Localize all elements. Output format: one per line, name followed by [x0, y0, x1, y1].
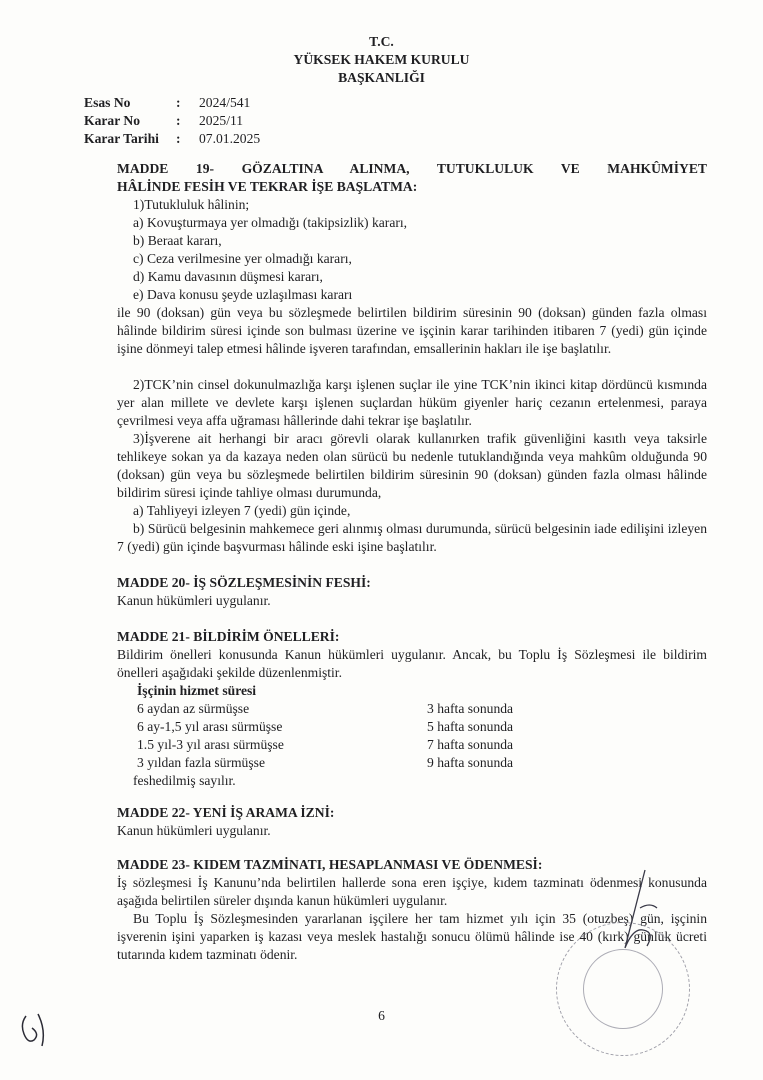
- article-19: [117, 160, 707, 304]
- table-cell-service: 3 yıldan fazla sürmüşse: [137, 755, 265, 770]
- article-19-item-a: a) Tahliyeyi izleyen 7 (yedi) gün içinde,: [133, 503, 351, 518]
- meta-label: Karar No: [84, 113, 141, 128]
- meta-row-esas: [84, 94, 260, 112]
- table-cell-service: 6 aydan az sürmüşse: [137, 701, 250, 716]
- article-21: [117, 628, 707, 790]
- meta-value: 2024/541: [199, 95, 251, 110]
- article-22-title: MADDE 22- YENİ İŞ ARAMA İZNİ:: [117, 805, 335, 820]
- table-row: [137, 700, 707, 718]
- article-19-paragraph-2: 2)TCK’nin cinsel dokunulmazlığa karşı işlenen suçlar ile yine TCK’nin ikinci kitap dördüncü kısmında yer alan millete ve devlete karşı işlenen suçlardan hüküm giyenler hariç cezanın ertelenmesi, paraya çevrilmesi veya affa uğraması hâllerinde dahi tekrar işe başlatılır.: [117, 377, 707, 428]
- notice-period-table: [133, 682, 707, 790]
- article-19-paragraph-1: ile 90 (doksan) gün veya bu sözleşmede belirtilen bildirim süresinin 90 (doksan) günden fazla olması hâlinde bildirim süresi içinde son bulması üzerine ve işçinin karar tarihinden itibaren 7 (yedi) gün içinde işine dönmeyi talep etmesi hâlinde işveren tarafından, emsallerinin hakları ile işe başlatılır.: [117, 305, 707, 356]
- table-cell-notice: 5 hafta sonunda: [427, 719, 514, 734]
- article-21-body: Bildirim önelleri konusunda Kanun hükümleri uygulanır. Ancak, bu Toplu İş Sözleşmesi ile bildirim önelleri aşağıdaki şekilde düzenlenmiştir.: [117, 647, 707, 680]
- article-19-item-b: b) Sürücü belgesinin mahkemece geri alınmış olması durumunda, sürücü belgesinin iade edilişini izleyen 7 (yedi) gün içinde başvurması hâlinde eski işine başlatılır.: [117, 521, 707, 554]
- meta-label: Esas No: [84, 95, 131, 110]
- table-row: [137, 736, 707, 754]
- article-23-paragraph-1: İş sözleşmesi İş Kanunu’nda belirtilen hallerde sona eren işçiye, kıdem tazminatı ödenmesi konusunda aşağıda belirtilen süreler dışında kanun hükümleri uygulanır.: [117, 875, 707, 908]
- list-item: e) Dava konusu şeyde uzlaşılması kararı: [133, 287, 353, 302]
- header-line-institution: YÜKSEK HAKEM KURULU: [293, 52, 470, 67]
- header-line-tc: T.C.: [369, 34, 394, 49]
- article-22: [117, 804, 707, 840]
- article-20-body: Kanun hükümleri uygulanır.: [117, 593, 271, 608]
- article-22-body: Kanun hükümleri uygulanır.: [117, 823, 271, 838]
- table-cell-notice: 9 hafta sonunda: [427, 755, 514, 770]
- meta-value: 2025/11: [199, 113, 244, 128]
- meta-row-karar: [84, 112, 260, 130]
- table-cell-notice: 7 hafta sonunda: [427, 737, 514, 752]
- article-19-paragraph-3: 3)İşverene ait herhangi bir aracı görevli olarak kullanırken trafik güvenliğini kasıtlı veya taksirle tehlikeye sokan ya da kazaya neden olan sürücü bu nedenle tutuklandığında veya mahkûm olduğunda 90 (doksan) gün veya bu sözleşmede belirtilen bildirim süresinin 90 (doksan) günden fazla olması hâlinde bildirim süresi içinde tahliye olması durumunda,: [117, 431, 707, 500]
- article-20-title: MADDE 20- İŞ SÖZLEŞMESİNİN FESHİ:: [117, 575, 371, 590]
- meta-row-tarih: [84, 130, 260, 148]
- article-20: [117, 574, 707, 610]
- table-footer: feshedilmiş sayılır.: [133, 773, 236, 788]
- table-cell-notice: 3 hafta sonunda: [427, 701, 514, 716]
- article-19-intro: 1)Tutukluluk hâlinin;: [133, 197, 250, 212]
- document-header: [0, 33, 763, 87]
- list-item: c) Ceza verilmesine yer olmadığı kararı,: [133, 251, 352, 266]
- header-line-presidency: BAŞKANLIĞI: [338, 70, 425, 85]
- table-cell-service: 1.5 yıl-3 yıl arası sürmüşse: [137, 737, 284, 752]
- signature-mark: [585, 868, 675, 978]
- meta-colon: :: [176, 95, 181, 110]
- list-item: a) Kovuşturmaya yer olmadığı (takipsizlik) kararı,: [133, 215, 408, 230]
- article-23-title: MADDE 23- KIDEM TAZMİNATI, HESAPLANMASI VE ÖDENMESİ:: [117, 857, 543, 872]
- meta-value: 07.01.2025: [199, 131, 261, 146]
- meta-label: Karar Tarihi: [84, 131, 159, 146]
- list-item: b) Beraat kararı,: [133, 233, 222, 248]
- article-19-title-cont: HÂLİNDE FESİH VE TEKRAR İŞE BAŞLATMA:: [117, 179, 418, 194]
- table-cell-service: 6 ay-1,5 yıl arası sürmüşse: [137, 719, 283, 734]
- meta-colon: :: [176, 131, 181, 146]
- table-row: [137, 754, 707, 772]
- case-metadata: [84, 94, 260, 148]
- list-item: d) Kamu davasının düşmesi kararı,: [133, 269, 323, 284]
- table-header: İşçinin hizmet süresi: [137, 683, 257, 698]
- article-23-paragraph-2: Bu Toplu İş Sözleşmesinden yararlanan işçilere her tam hizmet yılı için 35 (otuzbeş) gün, işçinin işverenin işini yaparken iş kazası veya meslek hastalığı sonucu ölümü hâlinde ise 40 (kırk) günlük ücreti tutarında kıdem tazminatı ödenir.: [117, 911, 707, 962]
- article-19-title: MADDE 19- GÖZALTINA ALINMA, TUTUKLULUK VE MAHKÛMİYET: [117, 161, 707, 176]
- article-21-title: MADDE 21- BİLDİRİM ÖNELLERİ:: [117, 629, 340, 644]
- page-number: 6: [378, 1008, 385, 1023]
- table-row: [137, 718, 707, 736]
- meta-colon: :: [176, 113, 181, 128]
